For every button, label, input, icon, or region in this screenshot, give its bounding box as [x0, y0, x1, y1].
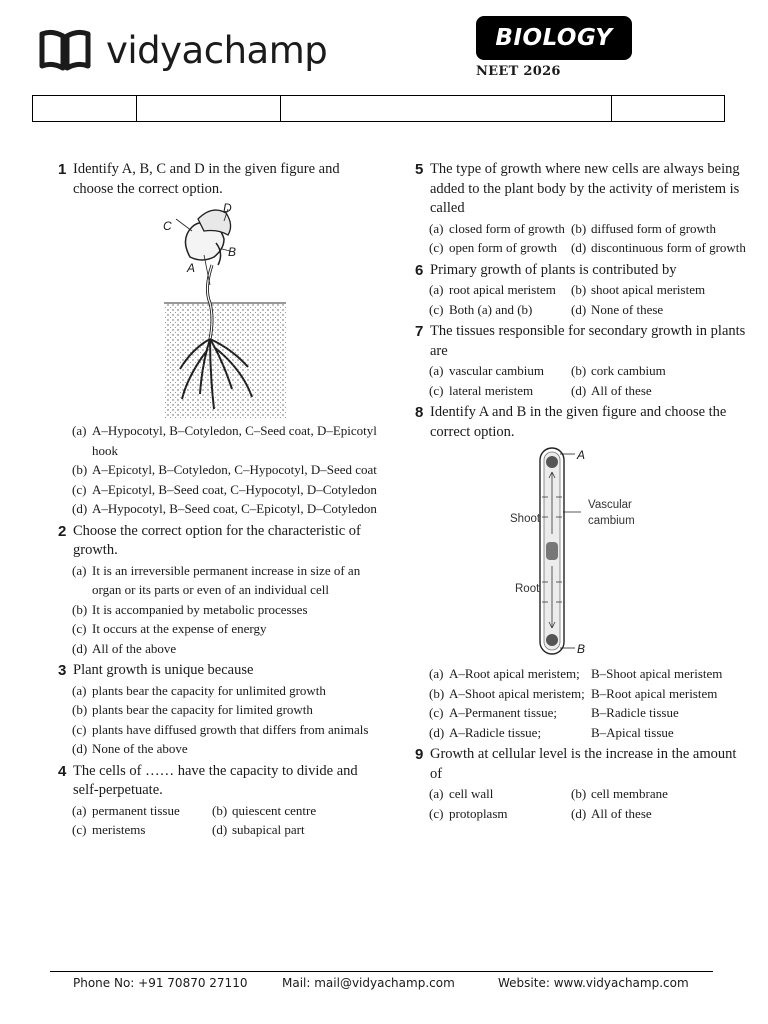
shoot-root-diagram — [495, 442, 655, 664]
question-text: The type of growth where new cells are always being added to the plant body by the activity of meristem is called — [430, 161, 740, 216]
option-b[interactable]: (b) A–Epicotyl, B–Cotyledon, C–Hypocotyl, D–Seed coat — [72, 462, 377, 477]
option-d[interactable]: (d) discontinuous form of growth — [571, 240, 746, 255]
option-a[interactable]: (a) A–Hypocotyl, B–Cotyledon, C–Seed coat, D–Epicotyl hook — [72, 423, 377, 458]
question-7 — [415, 322, 747, 400]
open-book-icon — [38, 28, 92, 72]
figure-label-a: A — [577, 448, 586, 462]
figure-label-cambium: cambium — [588, 515, 635, 527]
figure-label-vascular: Vascular — [588, 499, 632, 511]
question-text: The cells of …… have the capacity to divide and self-perpetuate. — [73, 762, 358, 798]
question-4 — [58, 762, 380, 840]
question-text: Choose the correct option for the characteristic of growth. — [73, 522, 361, 558]
option-b[interactable]: (b) cell membrane — [571, 786, 668, 801]
option-c[interactable]: (c) plants have diffused growth that differs from animals — [72, 721, 369, 737]
question-text: Plant growth is unique because — [73, 662, 254, 678]
question-1 — [58, 160, 380, 519]
option-b[interactable]: (b) diffused form of growth — [571, 220, 717, 236]
question-number: 3 — [58, 662, 67, 679]
option-d[interactable]: (d) subapical part — [212, 822, 305, 837]
question-number: 2 — [58, 522, 67, 540]
question-text: Identify A, B, C and D in the given figure and choose the correct option. — [73, 161, 340, 197]
option-a[interactable]: (a) It is an irreversible permanent increase in size of an organ or its parts or even of an individual cell — [72, 562, 361, 597]
option-a[interactable]: (a) root apical meristem — [429, 282, 556, 297]
page-header — [0, 0, 768, 90]
question-number: 6 — [415, 261, 424, 279]
figure-label-a: A — [187, 261, 196, 275]
brand-logo — [38, 28, 327, 72]
question-number: 4 — [58, 762, 67, 780]
left-column — [58, 160, 380, 843]
option-b[interactable]: (b) shoot apical meristem — [571, 282, 706, 297]
figure-label-b: B — [577, 642, 586, 656]
option-a[interactable]: (a) cell wall — [429, 786, 494, 801]
option-d[interactable]: (d) All of the above — [72, 640, 177, 656]
option-d[interactable]: (d) All of these — [571, 382, 652, 398]
option-b[interactable]: (b) A–Shoot apical meristem; — [429, 685, 585, 701]
option-a[interactable]: (a) plants bear the capacity for unlimited growth — [72, 682, 326, 698]
subject-label: BIOLOGY — [495, 25, 613, 51]
footer-phone: Phone No: +91 70870 27110 — [73, 976, 248, 990]
question-number: 1 — [58, 161, 67, 178]
option-c[interactable]: (c) open form of growth — [429, 240, 557, 255]
right-column — [415, 160, 747, 826]
option-b[interactable]: (b) It is accompanied by metabolic processes — [72, 601, 308, 617]
option-a[interactable]: (a) vascular cambium — [429, 363, 544, 378]
option-d[interactable]: (d) None of the above — [72, 741, 188, 756]
option-d[interactable]: (d) A–Radicle tissue; — [429, 724, 542, 740]
option-d[interactable]: (d) All of these — [571, 805, 652, 821]
question-9 — [415, 745, 747, 823]
question-3 — [58, 661, 380, 759]
meristem-figure — [495, 442, 655, 664]
question-6 — [415, 261, 747, 320]
question-text: Primary growth of plants is contributed by — [430, 261, 677, 278]
footer-website[interactable]: Website: www.vidyachamp.com — [498, 976, 689, 990]
question-text: Identify A and B in the given figure and choose the correct option. — [430, 404, 727, 440]
figure-label-shoot: Shoot — [510, 513, 541, 525]
option-b[interactable]: (b) quiescent centre — [212, 802, 317, 818]
option-c[interactable]: (c) A–Epicotyl, B–Seed coat, C–Hypocotyl, D–Cotyledon — [72, 481, 377, 497]
info-table — [32, 95, 725, 122]
option-b[interactable]: (b) cork cambium — [571, 363, 666, 378]
question-text: Growth at cellular level is the increase in the amount of — [430, 746, 737, 782]
question-number: 5 — [415, 161, 424, 178]
question-text: The tissues responsible for secondary growth in plants are — [430, 323, 746, 359]
option-a[interactable]: (a) permanent tissue — [72, 802, 180, 818]
question-2 — [58, 522, 380, 659]
seedling-figure — [152, 199, 302, 421]
question-number: 7 — [415, 323, 424, 340]
option-c[interactable]: (c) lateral meristem — [429, 382, 534, 398]
question-8: 8 Identify A and B in the given figure and choose the correct option. A Shoot Vascular cambium Root B (a) A–Root apical meristem; B–Shoot apical meristem (b) A–Shoot apical meristem; B–Root apical meristem (c) A–Permanent tissue; B–Radicle tissue (d) A–Radicle tissue; B–Apical tissue — [415, 403, 747, 742]
seedling-diagram — [152, 199, 302, 421]
option-c[interactable]: (c) protoplasm — [429, 805, 508, 821]
footer-divider — [50, 971, 713, 972]
exam-label: NEET 2026 — [476, 64, 561, 79]
info-cell — [137, 96, 281, 122]
question-number: 9 — [415, 746, 424, 763]
info-cell — [281, 96, 612, 122]
info-cell — [612, 96, 725, 122]
option-c[interactable]: (c) A–Permanent tissue; — [429, 705, 557, 720]
option-a[interactable]: (a) A–Root apical meristem; — [429, 666, 580, 681]
option-d[interactable]: (d) A–Hypocotyl, B–Seed coat, C–Epicotyl, D–Cotyledon — [72, 501, 377, 516]
question-number: 8 — [415, 404, 424, 421]
figure-label-b: B — [228, 245, 237, 259]
option-c[interactable]: (c) Both (a) and (b) — [429, 301, 533, 317]
footer-mail[interactable]: Mail: mail@vidyachamp.com — [282, 976, 455, 990]
option-c[interactable]: (c) It occurs at the expense of energy — [72, 621, 267, 636]
option-b[interactable]: (b) plants bear the capacity for limited growth — [72, 702, 313, 717]
figure-label-c: C — [163, 219, 172, 233]
brand-name: vidyachamp — [106, 28, 328, 72]
figure-label-d: D — [223, 201, 232, 215]
subject-badge — [476, 16, 632, 60]
option-a[interactable]: (a) closed form of growth — [429, 220, 565, 236]
option-c[interactable]: (c) meristems — [72, 822, 146, 837]
figure-label-root: Root — [515, 583, 540, 595]
question-5 — [415, 160, 747, 258]
info-cell — [33, 96, 137, 122]
option-d[interactable]: (d) None of these — [571, 301, 664, 317]
